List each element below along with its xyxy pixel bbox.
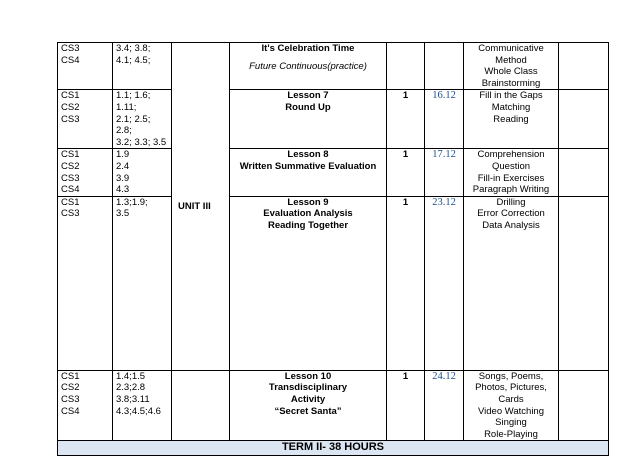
competence-codes: CS1 CS2 CS3 CS4 [58, 149, 113, 196]
lesson-title: Lesson 8 Written Summative Evaluation [230, 149, 387, 196]
competence-codes: CS1 CS2 CS3 [58, 90, 113, 149]
lesson-cell [230, 43, 387, 90]
date-cell: 23.12 [425, 196, 464, 370]
unit-label: UNIT III [172, 43, 230, 371]
table-row [58, 370, 609, 441]
hours-cell [387, 43, 425, 90]
lesson-title: It's Celebration Time [261, 43, 355, 54]
lesson-title: Lesson 9 Evaluation Analysis Reading Together [230, 196, 387, 370]
unit-empty-cell [172, 370, 230, 441]
competence-codes: CS1 CS2 CS3 CS4 [58, 370, 113, 441]
table-row [58, 43, 609, 90]
hours-cell: 1 [387, 149, 425, 196]
competence-codes: CS1 CS3 [58, 196, 113, 370]
notes-cell [559, 196, 609, 370]
sub-competence-numbers: 1.4;1.5 2.3;2.8 3.8;3.11 4.3;4.5;4.6 [113, 370, 172, 441]
date-cell: 16.12 [425, 90, 464, 149]
date-cell: 24.12 [425, 370, 464, 441]
sub-competence-numbers: 3.4; 3.8; 4.1; 4.5; [113, 43, 172, 90]
methods-cell: Fill in the Gaps Matching Reading [464, 90, 559, 149]
notes-cell [559, 149, 609, 196]
sub-competence-numbers: 1.3;1.9; 3.5 [113, 196, 172, 370]
table-row [58, 149, 609, 196]
lesson-plan-table [57, 42, 609, 456]
notes-cell [559, 370, 609, 441]
table-row [58, 196, 609, 370]
sub-competence-numbers: 1.9 2.4 3.9 4.3 [113, 149, 172, 196]
hours-cell: 1 [387, 196, 425, 370]
methods-cell: Comprehension Question Fill-in Exercises Paragraph Writing [464, 149, 559, 196]
sub-competence-numbers: 1.1; 1.6; 1.11; 2.1; 2.5; 2.8; 3.2; 3.3; 3.5 [113, 90, 172, 149]
term-footer-row [58, 441, 609, 456]
date-cell [425, 43, 464, 90]
lesson-subtitle: Future Continuous(practice) [249, 60, 367, 72]
notes-cell [559, 43, 609, 90]
lesson-title: Lesson 7 Round Up [230, 90, 387, 149]
table-row [58, 90, 609, 149]
term-footer: TERM II- 38 HOURS [58, 441, 609, 456]
methods-cell: Drilling Error Correction Data Analysis [464, 196, 559, 370]
date-cell: 17.12 [425, 149, 464, 196]
competence-codes: CS3 CS4 [58, 43, 113, 90]
hours-cell: 1 [387, 90, 425, 149]
hours-cell: 1 [387, 370, 425, 441]
methods-cell: Songs, Poems, Photos, Pictures, Cards Video Watching Singing Role-Playing [464, 370, 559, 441]
methods-cell: Communicative Method Whole Class Brainstorming [464, 43, 559, 90]
lesson-title: Lesson 10 Transdisciplinary Activity “Secret Santa” [230, 370, 387, 441]
notes-cell [559, 90, 609, 149]
